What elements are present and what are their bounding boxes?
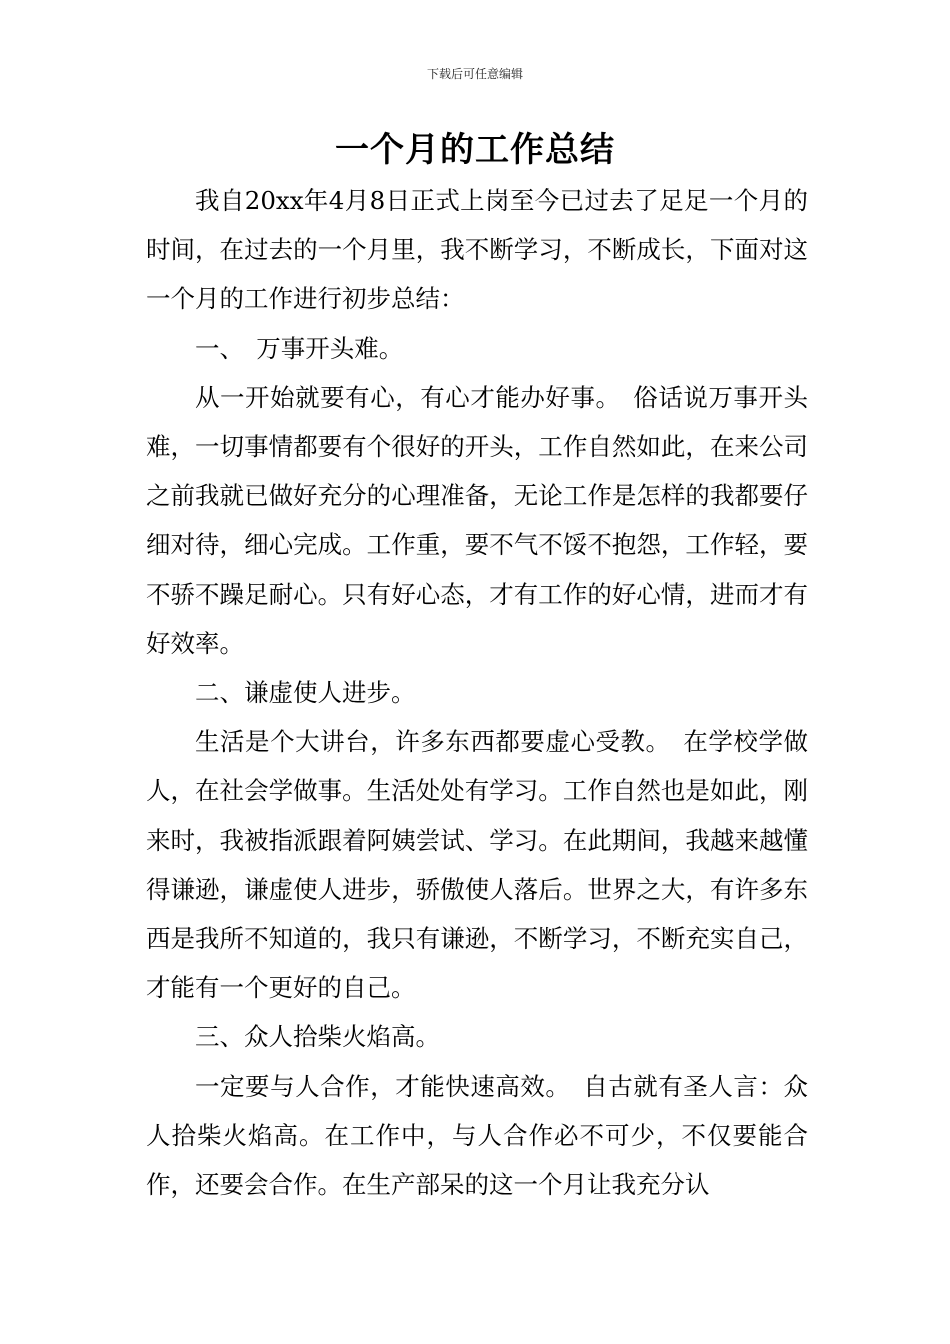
section-paragraph-2: 生活是个大讲台，许多东西都要虚心受教。 在学校学做人，在社会学做事。生活处处有学习。工作自然也是如此，刚来时，我被指派跟着阿姨尝试、学习。在此期间，我越来越懂得谦逊，谦虚使人进步，骄傲使人落后。世界之大，有许多东西是我所不知道的，我只有谦逊，不断学习，不断充实自己，才能有一个更好的自己。 xyxy=(146,727,808,1003)
section-heading-1: 一、 万事开头难。 xyxy=(195,333,404,363)
page-title: 一个月的工作总结 xyxy=(335,130,615,170)
document-body xyxy=(146,176,808,1209)
section-heading-2: 二、谦虚使人进步。 xyxy=(195,678,416,708)
section-heading-3: 三、众人拾柴火焰高。 xyxy=(195,1022,440,1052)
section-paragraph-1: 从一开始就要有心，有心才能办好事。 俗话说万事开头难，一切事情都要有个很好的开头，工作自然如此，在来公司之前我就已做好充分的心理准备，无论工作是怎样的我都要仔细对待，细心完成。工作重，要不气不馁不抱怨，工作轻，要不骄不躁足耐心。只有好心态，才有工作的好心情，进而才有好效率。 xyxy=(146,382,808,658)
header-note: 下载后可任意编辑 xyxy=(426,67,523,81)
section-paragraph-3: 一定要与人合作，才能快速高效。 自古就有圣人言：众人拾柴火焰高。在工作中，与人合作必不可少，不仅要能合作，还要会合作。在生产部呆的这一个月让我充分认 xyxy=(146,1071,808,1200)
intro-paragraph: 我自20xx年4月8日正式上岗至今已过去了足足一个月的时间，在过去的一个月里，我不断学习，不断成长，下面对这一个月的工作进行初步总结： xyxy=(146,186,808,314)
